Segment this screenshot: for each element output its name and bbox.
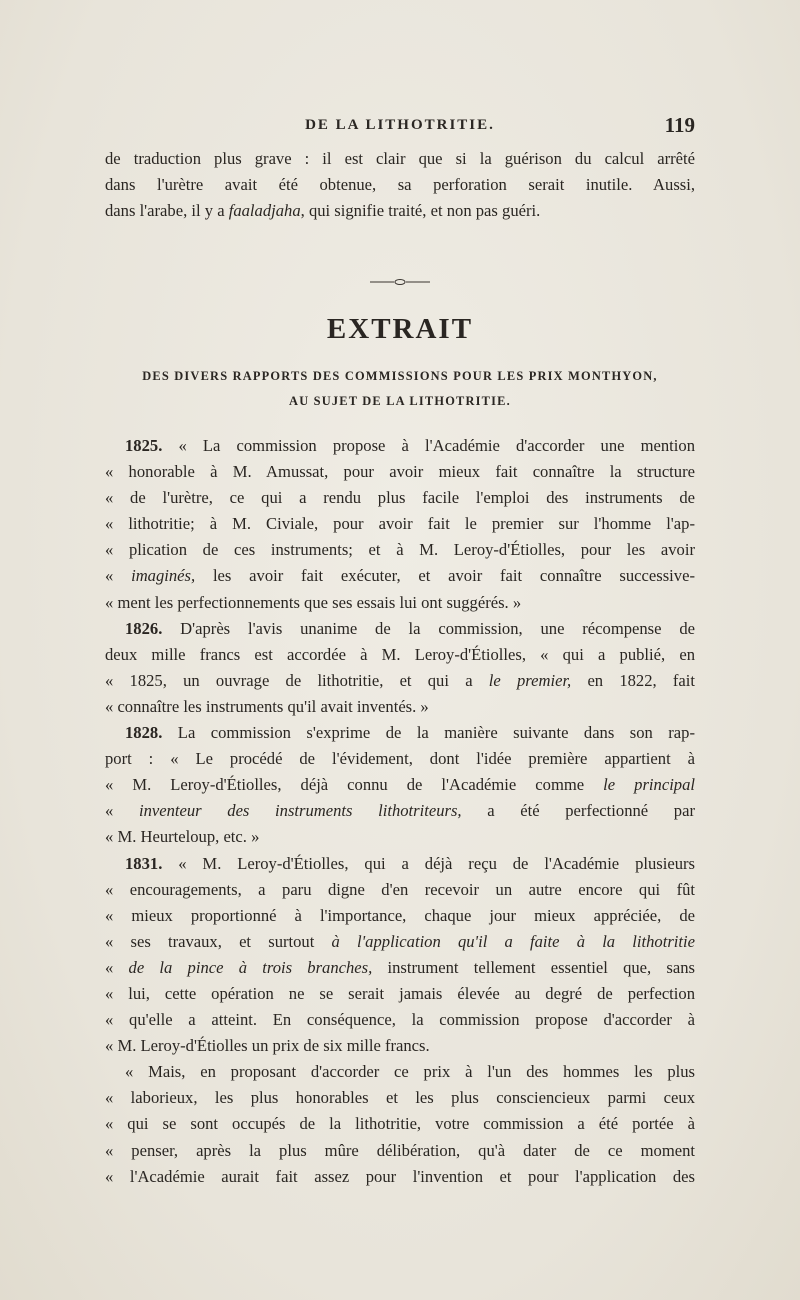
text-line: « encouragements, a paru digne d'en recevoir un autre encore qui fût [105,879,695,899]
text-line: « M. Heurteloup, etc. » [105,827,260,847]
text-line: dans l'arabe, il y a faaladjaha, qui signifie traité, et non pas guéri. [105,201,541,221]
text-line: « penser, après la plus mûre délibération, qu'à dater de ce moment [105,1140,695,1160]
section-subtitle: DES DIVERS RAPPORTS DES COMMISSIONS POUR LES PRIX MONTHYON, [142,369,658,383]
page-header [105,113,695,143]
text-line: « de l'urètre, ce qui a rendu plus facile l'emploi des instruments de [105,488,695,508]
year-label: 1826. [125,618,163,638]
text-line: « ses travaux, et surtout à l'application qu'il a faite à la lithotritie [105,931,695,951]
text-line: « honorable à M. Amussat, pour avoir mieux fait connaître la structure [105,462,695,482]
text-line: « qu'elle a atteint. En conséquence, la commission propose d'accorder à [105,1010,695,1030]
text-line: port : « Le procédé de l'évidement, dont l'idée première appartient à [105,749,695,769]
year-label: 1828. [125,723,163,743]
intro-paragraph [105,146,695,224]
text-line: « ment les perfectionnements que ses essais lui ont suggérés. » [105,592,522,612]
section-subtitle: AU SUJET DE LA LITHOTRITIE. [289,394,511,408]
emphasis: à l'application qu'il a faite à la lithotritie [331,931,695,951]
text-line: de traduction plus grave : il est clair que si la guérison du calcul arrêté [105,149,695,168]
text-line: « connaître les instruments qu'il avait inventés. » [105,696,429,716]
text-line: « lui, cette opération ne se serait jamais élevée au degré de perfection [105,983,695,1003]
emphasis: de la pince à trois branches, [128,957,373,977]
emphasis: le premier, [488,670,572,690]
text-line: deux mille francs est accordée à M. Leroy-d'Étiolles, « qui a publié, en [105,644,695,664]
ornament-rule-icon [368,276,432,288]
text-line: « qui se sont occupés de la lithotritie, votre commission a été portée à [105,1114,695,1134]
text-line: 1831. « M. Leroy-d'Étiolles, qui a déjà reçu de l'Académie plusieurs [125,853,695,873]
body-text [105,433,695,1190]
section-title: EXTRAIT [326,313,474,345]
text-line: « 1825, un ouvrage de lithotritie, et qui a le premier, en 1822, fait [105,670,695,690]
text-line: « de la pince à trois branches, instrument tellement essentiel que, sans [105,957,695,977]
year-label: 1825. [125,436,163,455]
text-line: « imaginés, les avoir fait exécuter, et avoir fait connaître successive- [105,566,695,586]
text-line: « plication de ces instruments; et à M. Leroy-d'Étiolles, pour les avoir [105,540,695,560]
arabic-term: faaladjaha [228,201,301,221]
page-number: 119 [664,113,695,137]
text-line: « Mais, en proposant d'accorder ce prix à l'un des hommes les plus [125,1062,695,1082]
text-line: « inventeur des instruments lithotriteurs, a été perfectionné par [105,801,695,821]
text-line: « l'Académie aurait fait assez pour l'invention et pour l'application des [105,1166,695,1186]
text-line: 1825. « La commission propose à l'Académie d'accorder une mention [125,436,695,455]
text-line: « mieux proportionné à l'importance, chaque jour mieux appréciée, de [105,905,695,925]
text-line: « lithotritie; à M. Civiale, pour avoir fait le premier sur l'homme l'ap- [105,514,695,534]
running-title: DE LA LITHOTRITIE. [305,117,495,133]
text-line: dans l'urètre avait été obtenue, sa perforation serait inutile. Aussi, [105,175,695,195]
emphasis: le principal [603,775,696,795]
text-line: « M. Leroy-d'Étiolles, déjà connu de l'Académie comme le principal [105,775,696,795]
emphasis: inventeur des instruments lithotriteurs, [138,801,462,821]
emphasis: imaginés, [131,566,196,586]
text-line: « laborieux, les plus honorables et les plus consciencieux parmi ceux [105,1088,695,1108]
text-line: « M. Leroy-d'Étiolles un prix de six mille francs. [105,1036,430,1056]
text-line: 1826. D'après l'avis unanime de la commission, une récompense de [125,618,695,638]
year-label: 1831. [125,853,163,873]
text-line: 1828. La commission s'exprime de la manière suivante dans son rap- [125,723,695,743]
